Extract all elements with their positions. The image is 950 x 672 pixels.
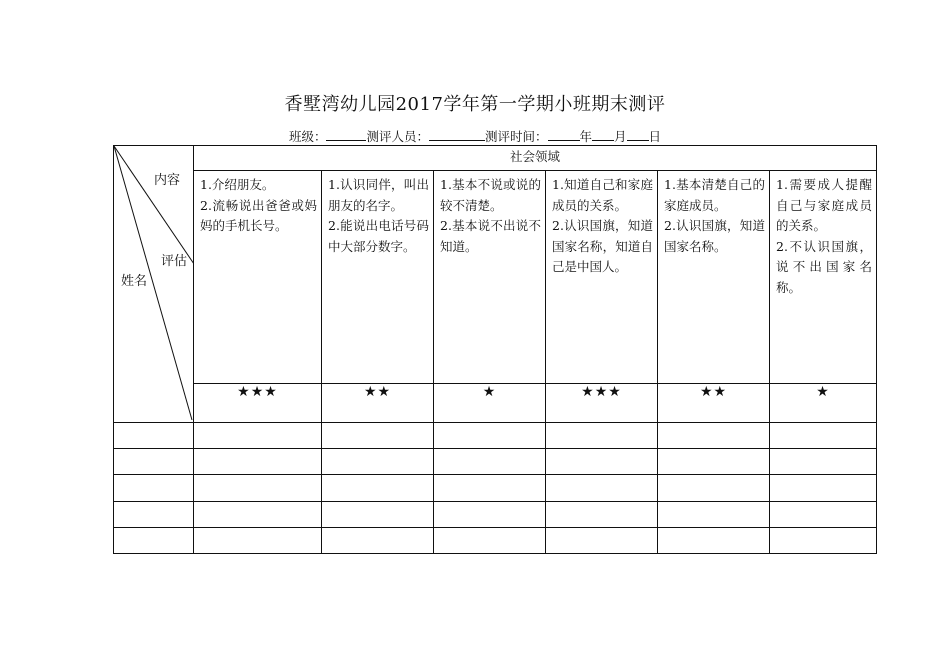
- score-cell[interactable]: [194, 475, 322, 501]
- score-cell[interactable]: [194, 501, 322, 527]
- criteria-line: 2.不认识国旗，说不出国家名称。: [776, 238, 873, 295]
- score-cell[interactable]: [546, 501, 658, 527]
- examiner-label: 测评人员：: [366, 129, 429, 144]
- score-cell[interactable]: [658, 527, 770, 553]
- star-rating: ★: [434, 383, 546, 422]
- stars-row: [114, 383, 877, 422]
- criteria-line: 2.流畅说出爸爸或妈妈的手机长号。: [200, 197, 317, 234]
- criteria-cell: [546, 171, 658, 384]
- score-cell[interactable]: [322, 501, 434, 527]
- name-cell[interactable]: [114, 449, 194, 475]
- criteria-line: 1.认识同伴，叫出朋友的名字。: [328, 177, 429, 213]
- month-blank: [592, 128, 614, 141]
- criteria-line: 1.知道自己和家庭成员的关系。: [552, 177, 653, 213]
- criteria-line: 1.需要成人提醒自己与家庭成员的关系。: [776, 177, 873, 234]
- criteria-row: [114, 171, 877, 384]
- criteria-line: 1.基本不说或说的较不清楚。: [440, 177, 541, 213]
- name-cell[interactable]: [114, 501, 194, 527]
- star-rating: ★: [770, 383, 877, 422]
- student-row: [114, 475, 877, 501]
- criteria-line: 2.认识国旗，知道国家名称。: [664, 218, 765, 254]
- criteria-line: 2.认识国旗，知道国家名称，知道自己是中国人。: [552, 218, 653, 275]
- time-label: 测评时间：: [484, 129, 548, 144]
- criteria-line: 2.基本说不出说不知道。: [440, 218, 541, 254]
- name-cell[interactable]: [114, 423, 194, 449]
- score-cell[interactable]: [658, 449, 770, 475]
- day-label: 日: [648, 129, 662, 144]
- domain-header: 社会领域: [194, 146, 877, 171]
- name-cell[interactable]: [114, 475, 194, 501]
- student-row: [114, 527, 877, 553]
- star-rating: ★★: [658, 383, 770, 422]
- diag-label-content: 内容: [154, 173, 181, 188]
- examiner-blank: [429, 128, 485, 141]
- score-cell[interactable]: [322, 475, 434, 501]
- student-row: [114, 449, 877, 475]
- criteria-cell: [322, 171, 434, 384]
- score-cell[interactable]: [658, 423, 770, 449]
- student-row: [114, 501, 877, 527]
- score-cell[interactable]: [546, 423, 658, 449]
- score-cell[interactable]: [546, 527, 658, 553]
- score-cell[interactable]: [770, 501, 877, 527]
- score-cell[interactable]: [434, 423, 546, 449]
- name-cell[interactable]: [114, 527, 194, 553]
- student-row: [114, 423, 877, 449]
- evaluation-table: [113, 145, 877, 554]
- year-blank: [548, 128, 580, 141]
- score-cell[interactable]: [322, 449, 434, 475]
- criteria-cell: [434, 171, 546, 384]
- year-label: 年: [579, 129, 593, 144]
- star-rating: ★★: [322, 383, 434, 422]
- score-cell[interactable]: [770, 449, 877, 475]
- score-cell[interactable]: [194, 423, 322, 449]
- score-cell[interactable]: [546, 475, 658, 501]
- score-cell[interactable]: [194, 527, 322, 553]
- class-label: 班级：: [288, 129, 327, 144]
- score-cell[interactable]: [322, 423, 434, 449]
- diag-label-evaluation: 评估: [161, 254, 188, 269]
- score-cell[interactable]: [194, 449, 322, 475]
- diagonal-header-cell: [114, 146, 194, 423]
- criteria-line: 2.能说出电话号码中大部分数字。: [328, 218, 429, 254]
- criteria-cell: [658, 171, 770, 384]
- form-header-line: [0, 127, 950, 145]
- score-cell[interactable]: [658, 475, 770, 501]
- score-cell[interactable]: [434, 475, 546, 501]
- score-cell[interactable]: [434, 527, 546, 553]
- criteria-line: 1.基本清楚自己的家庭成员。: [664, 177, 765, 213]
- criteria-line: 1.介绍朋友。: [200, 177, 275, 193]
- day-blank: [627, 128, 649, 141]
- document-title: 香墅湾幼儿园2017学年第一学期小班期末测评: [284, 94, 666, 115]
- domain-row: [114, 146, 877, 171]
- score-cell[interactable]: [770, 475, 877, 501]
- score-cell[interactable]: [434, 501, 546, 527]
- diag-label-name: 姓名: [121, 274, 148, 289]
- criteria-cell: [194, 171, 322, 384]
- score-cell[interactable]: [770, 423, 877, 449]
- score-cell[interactable]: [770, 527, 877, 553]
- diagonal-line-upper: [114, 146, 194, 264]
- score-cell[interactable]: [434, 449, 546, 475]
- score-cell[interactable]: [322, 527, 434, 553]
- criteria-cell: [770, 171, 877, 384]
- score-cell[interactable]: [546, 449, 658, 475]
- star-rating: ★★★: [194, 383, 322, 422]
- star-rating: ★★★: [546, 383, 658, 422]
- month-label: 月: [614, 129, 627, 144]
- score-cell[interactable]: [658, 501, 770, 527]
- class-blank: [326, 128, 366, 141]
